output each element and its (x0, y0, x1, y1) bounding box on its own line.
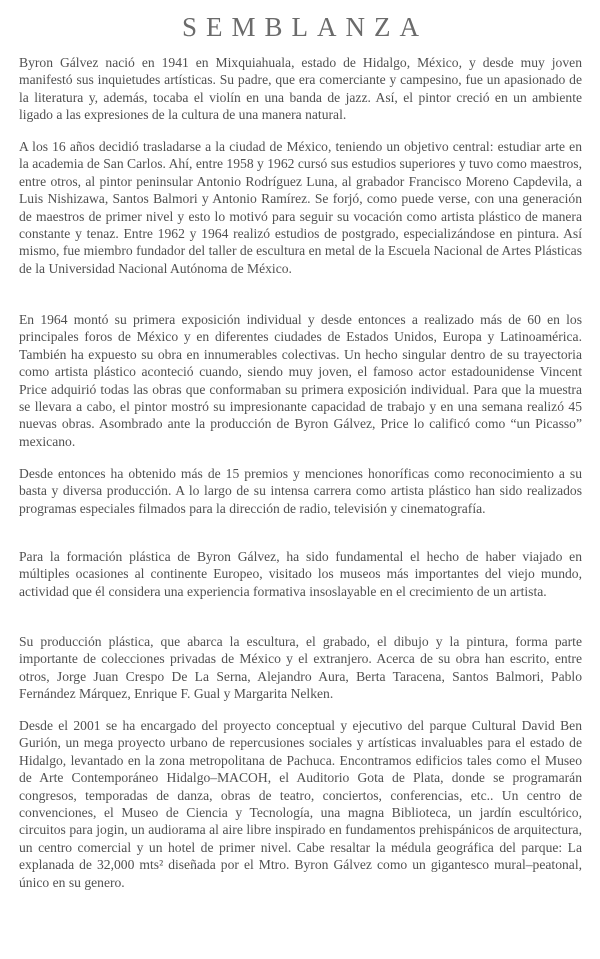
paragraph-collections: Su producción plástica, que abarca la escultura, el grabado, el dibujo y la pintura, forma parte importante de colecciones privadas de México y el extranjero. Acerca de su obra han escrito, entre otros, Jorge Juan Crespo De La Serna, Alejandro Aura, Berta Taracena, Santos Balmori, Pablo Fernández Márquez, Enrique F. Gual y Margarita Nelken. (19, 634, 582, 702)
paragraph-park-project: Desde el 2001 se ha encargado del proyecto conceptual y ejecutivo del parque Cultural David Ben Gurión, un mega proyecto urbano de repercusiones sociales y artísticas invaluables para el estado de Hidalgo, levantado en la zona metropolitana de Pachuca. Encontramos edificios tales como el Museo de Arte Contemporáneo Hidalgo–MACOH, el Auditorio Gota de Plata, donde se programarán congresos, temporadas de danza, obras de teatro, conciertos, conferencias, etc.. Un centro de convenciones, el Museo de Ciencia y Tecnología, una magna Biblioteca, un jardín escultórico, circuitos para jogin, un audiorama al aire libre inspirado en fundamentos prehispánicos de arquitectura, un centro comercial y un hotel de primer nivel. Cabe resaltar la médula geográfica del parque: La explanada de 32,000 mts² diseñada por el Mtro. Byron Gálvez como un gigantesco mural–peatonal, único en su genero. (19, 718, 582, 890)
document-page (19, 0, 582, 890)
paragraph-awards: Desde entonces ha obtenido más de 15 premios y menciones honoríficas como reconocimiento a su basta y diversa producción. A lo largo de su intensa carrera como artista plástico han sido realizados programas especiales filmados para la dirección de radio, televisión y cinematografía. (19, 466, 582, 516)
paragraph-exhibitions: En 1964 montó su primera exposición individual y desde entonces a realizado más de 60 en los principales foros de México y en diferentes ciudades de Estados Unidos, Europa y Latinoamérica. También ha expuesto su obra en innumerables colectivas. Un hecho singular dentro de su trayectoria como artista plástico aconteció cuando, siendo muy joven, el famoso actor estadounidense Vincent Price adquirió todas las obras que conformaban su primera exposición individual. Para que la muestra se llevara a cabo, el pintor mostró su impresionante capacidad de trabajo y en una semana realizó 45 nuevas obras. Asombrado ante la producción de Byron Gálvez, Price lo calificó como “un Picasso” mexicano. (19, 312, 582, 449)
paragraph-birth: Byron Gálvez nació en 1941 en Mixquiahuala, estado de Hidalgo, México, y desde muy joven manifestó sus inquietudes artísticas. Su padre, que era comerciante y campesino, fue un apasionado de la literatura y, además, tocaba el violín en una banda de jazz. Así, el pintor creció en un ambiente ligado a las expresiones de la cultura de una manera natural. (19, 55, 582, 123)
paragraph-travels: Para la formación plástica de Byron Gálvez, ha sido fundamental el hecho de haber viajado en múltiples ocasiones al continente Europeo, visitado los museos más importantes del viejo mundo, actividad que él considera una experiencia formativa insoslayable en el crecimiento de un artista. (19, 549, 582, 599)
page-title: SEMBLANZA (181, 12, 428, 42)
paragraph-education: A los 16 años decidió trasladarse a la ciudad de México, teniendo un objetivo central: estudiar arte en la academia de San Carlos. Ahí, entre 1958 y 1962 cursó sus estudios superiores y tuvo como maestros, entre otros, al pintor peninsular Antonio Rodríguez Luna, al grabador Francisco Moreno Capdevila, a Luis Nishizawa, Santos Balmori y Antonio Ramírez. Se forjó, como puede verse, con una generación de maestros de primer nivel y esto lo motivó para seguir su vocación como artista plástico de manera constante y tenaz. Entre 1962 y 1964 realizó estudios de postgrado, especializándose en pintura. Así mismo, fue miembro fundador del taller de escultura en metal de la Escuela Nacional de Artes Plásticas de la Universidad Nacional Autónoma de México. (19, 139, 582, 276)
